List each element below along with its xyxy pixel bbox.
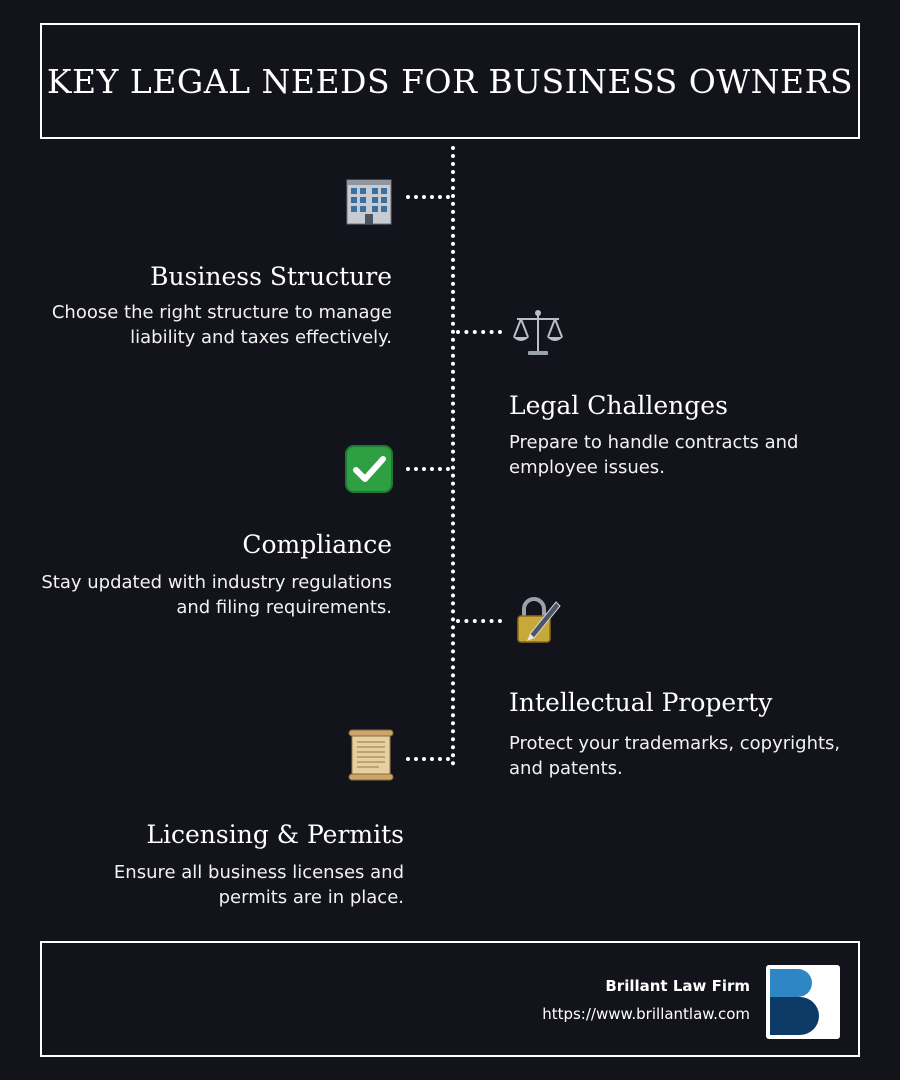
item-description: Protect your trademarks, copyrights, and patents. bbox=[509, 733, 841, 779]
connector bbox=[406, 195, 450, 199]
firm-name: Brillant Law Firm bbox=[605, 977, 750, 995]
check-mark-button-icon bbox=[341, 441, 397, 497]
connector bbox=[406, 757, 450, 761]
connector bbox=[456, 619, 502, 623]
item-title: Business Structure bbox=[150, 262, 392, 291]
firm-logo bbox=[766, 965, 840, 1039]
timeline-line bbox=[451, 146, 455, 766]
item-description: Stay updated with industry regulations and filing requirements. bbox=[41, 572, 392, 618]
locked-with-pen-icon bbox=[508, 592, 564, 648]
connector bbox=[406, 467, 450, 471]
connector bbox=[456, 330, 502, 334]
item-description: Ensure all business licenses and permits are in place. bbox=[113, 862, 404, 908]
item-title: Intellectual Property bbox=[509, 688, 773, 717]
firm-url[interactable]: https://www.brillantlaw.com bbox=[542, 1005, 750, 1023]
item-title: Licensing & Permits bbox=[146, 820, 404, 849]
balance-scale-icon bbox=[510, 305, 566, 361]
item-description: Prepare to handle contracts and employee issues. bbox=[509, 432, 799, 478]
title-box bbox=[40, 23, 860, 139]
footer-box bbox=[40, 941, 860, 1057]
scroll-icon bbox=[343, 727, 399, 783]
item-title: Compliance bbox=[242, 530, 392, 559]
page-title: KEY LEGAL NEEDS FOR BUSINESS OWNERS bbox=[46, 61, 854, 101]
office-building-icon bbox=[341, 172, 397, 228]
item-title: Legal Challenges bbox=[509, 391, 728, 420]
item-description: Choose the right structure to manage liability and taxes effectively. bbox=[51, 302, 392, 348]
